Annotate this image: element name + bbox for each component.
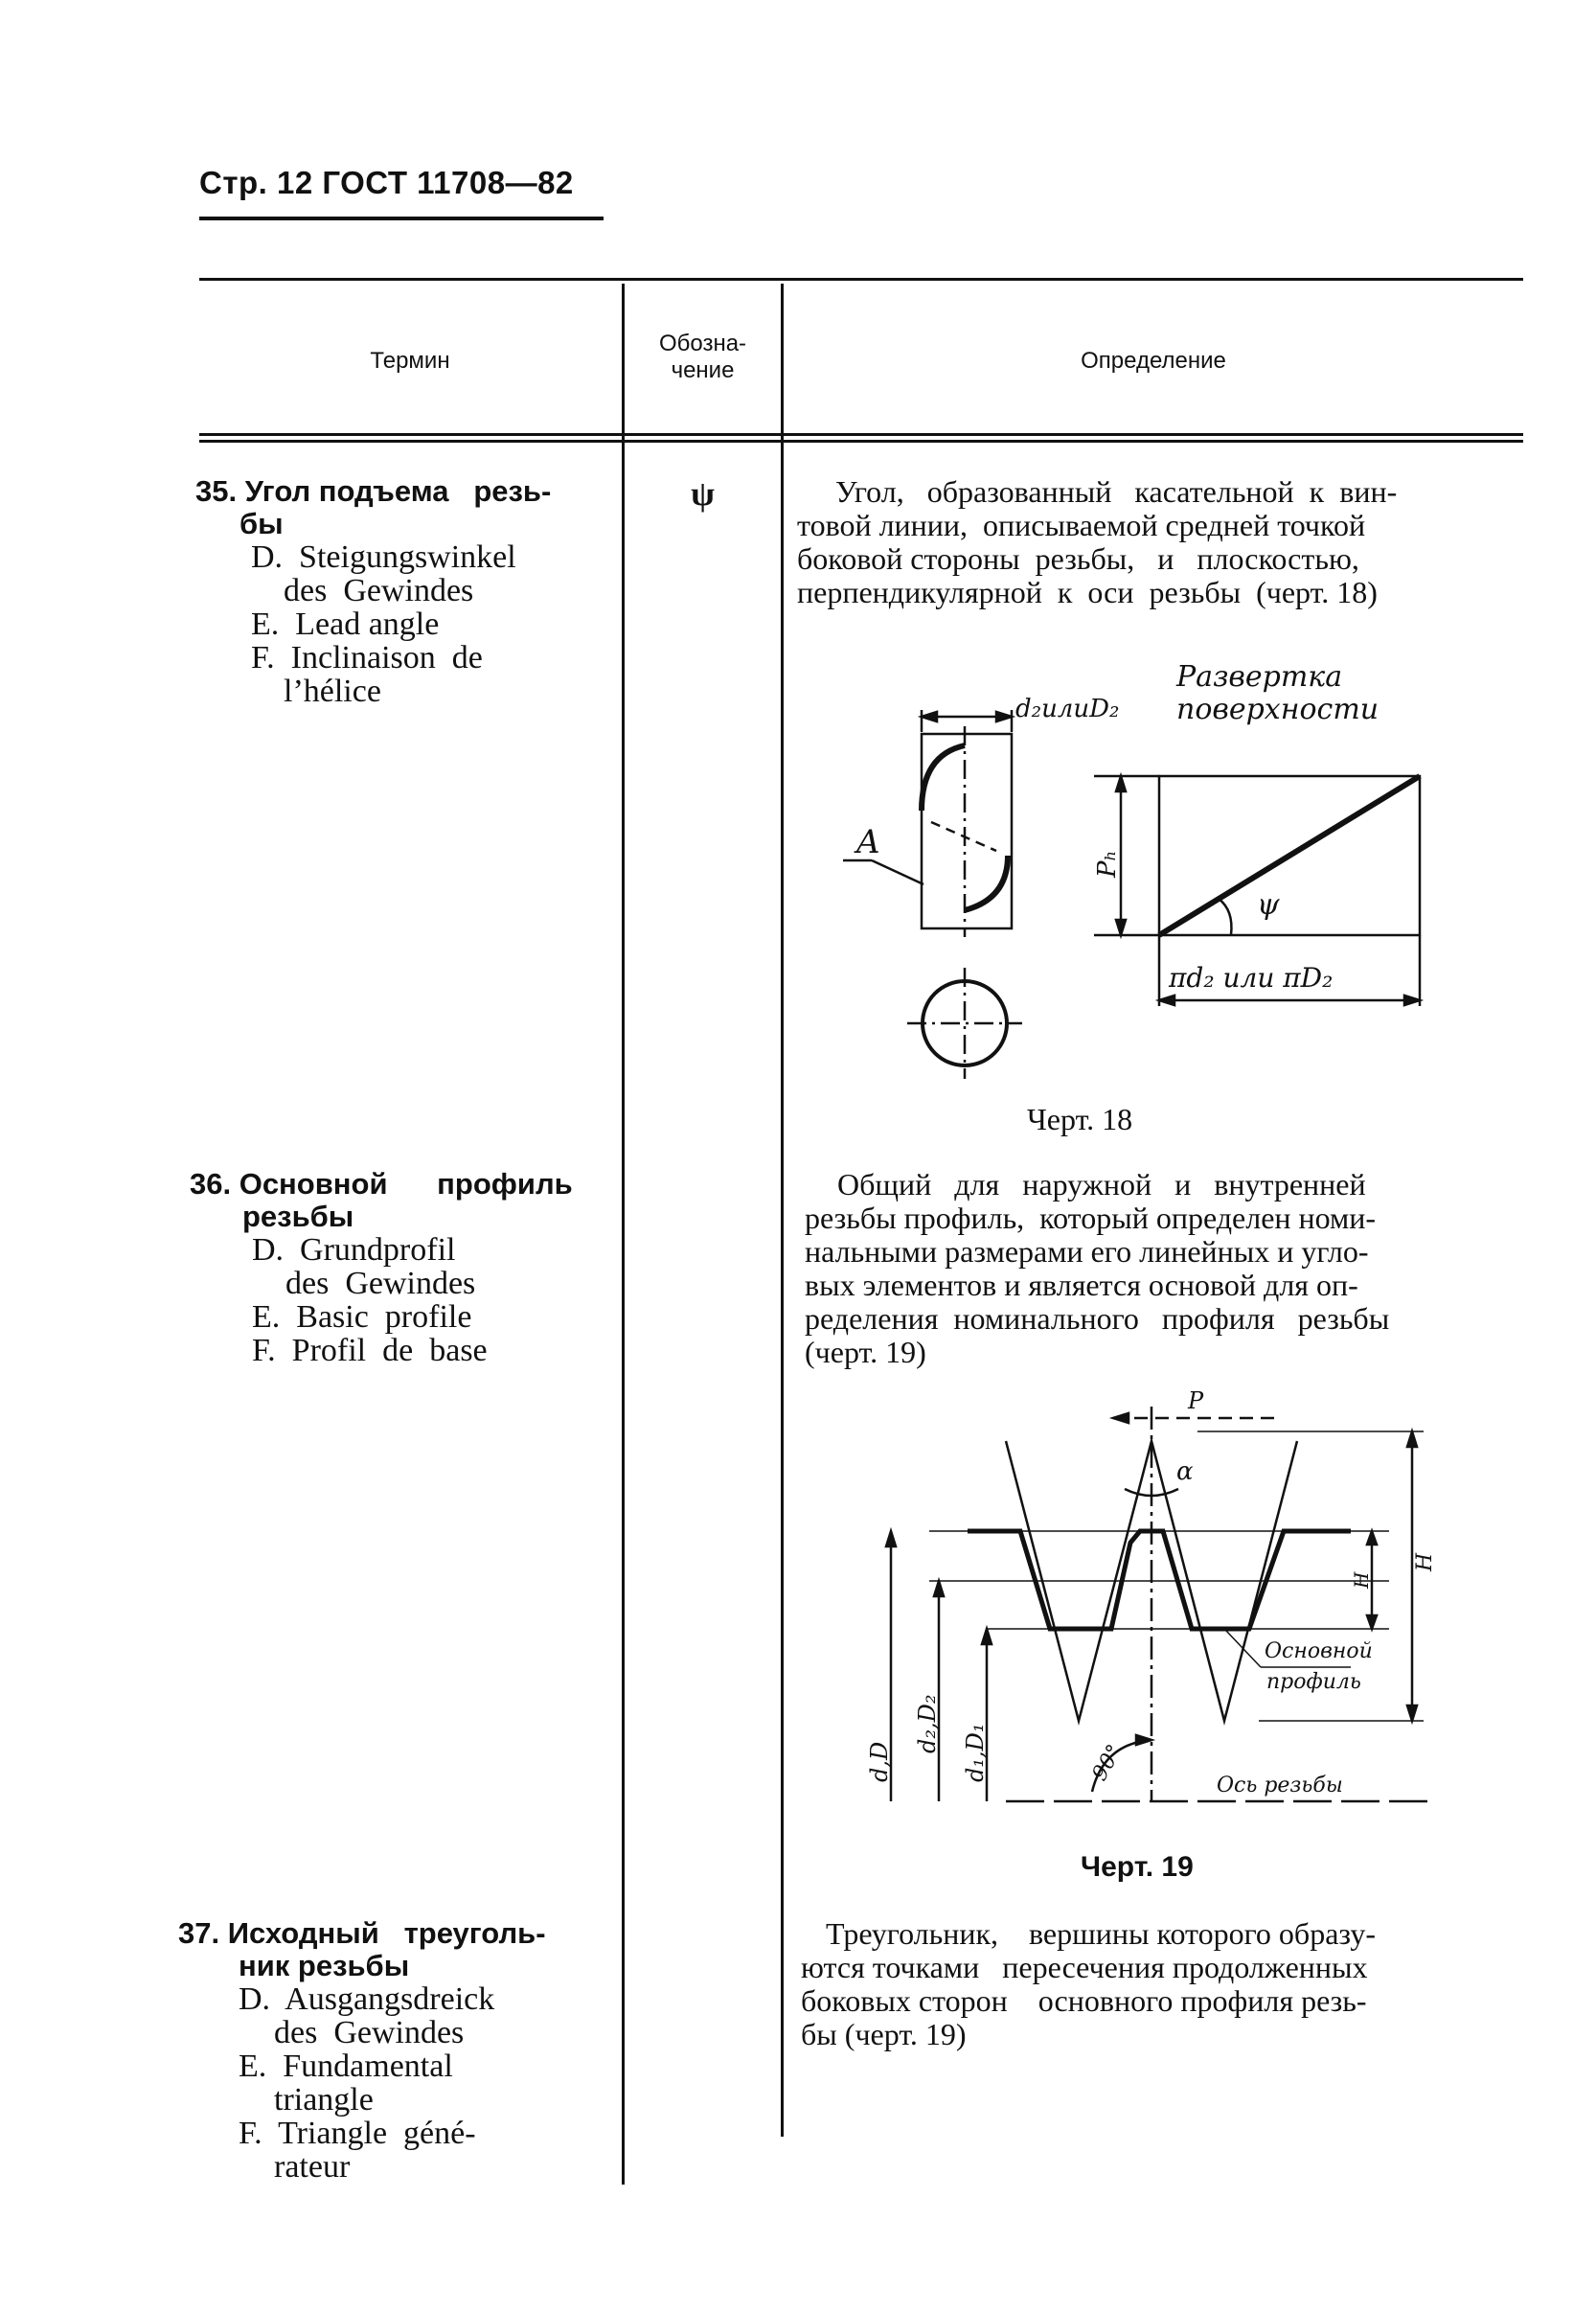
fig18-helix-top bbox=[922, 745, 965, 811]
fig19-label-alpha: α bbox=[1176, 1457, 1194, 1486]
entry-37-term bbox=[178, 1917, 600, 2184]
fig18-title-line1: Развертка bbox=[1176, 660, 1343, 694]
table-column-divider-1 bbox=[622, 284, 625, 2185]
fig19-dim-d-arrow bbox=[886, 1531, 896, 1546]
entry-35-symbol: ψ bbox=[691, 474, 715, 513]
fig19-dim-d2-arrow bbox=[934, 1581, 944, 1596]
entry-37-definition-line4: бы (черт. 19) bbox=[801, 2017, 967, 2051]
page-header: Стр. 12 ГОСТ 11708—82 bbox=[199, 165, 574, 200]
entry-36-german-line2: des Gewindes bbox=[285, 1266, 476, 1301]
entry-37-french-line1: F. Triangle géné- bbox=[239, 2116, 476, 2151]
entry-36-french-line1: F. Profil de base bbox=[252, 1333, 488, 1368]
fig18-title-line2: поверхности bbox=[1176, 693, 1379, 726]
entry-36-definition-line4: вых элементов и является основой для оп- bbox=[805, 1268, 1358, 1302]
fig18-label-d2: d₂илиD₂ bbox=[1015, 695, 1120, 723]
entry-36-title-line2: резьбы bbox=[242, 1200, 354, 1233]
fig18-label-bottom: πd₂ или πD₂ bbox=[1169, 962, 1334, 994]
fig19-label-axis: Ось резьбы bbox=[1217, 1774, 1343, 1797]
fig18-development-diagonal bbox=[1159, 776, 1420, 935]
entry-35-title-line2: бы bbox=[239, 507, 284, 540]
header-rule bbox=[199, 217, 604, 220]
fig18-psi-arc bbox=[1219, 899, 1231, 935]
entry-36-definition-line2: резьбы профиль, который определен номи- bbox=[805, 1201, 1377, 1235]
entry-37-english-line2: triangle bbox=[274, 2082, 374, 2117]
entry-37-german-line2: des Gewindes bbox=[274, 2015, 465, 2050]
fig18-label-psi: ψ bbox=[1257, 888, 1280, 922]
entry-37-title-line1: 37. Исходный треуголь- bbox=[178, 1916, 546, 1950]
entry-35-definition-line2: товой линии, описываемой средней точкой bbox=[797, 508, 1366, 542]
fig19-dim-H-small-arrow-bottom bbox=[1367, 1615, 1377, 1629]
entry-37-definition-line2: ются точками пересечения продолженных bbox=[801, 1950, 1368, 1984]
column-header-symbol-line1: Обозна- bbox=[658, 331, 747, 356]
column-header-symbol-line2: чение bbox=[671, 356, 735, 383]
fig19-label-H-small: H bbox=[1350, 1571, 1373, 1589]
fig18-ph-arrow-bottom bbox=[1116, 920, 1126, 935]
column-header-term: Термин bbox=[370, 348, 450, 374]
entry-36-title-line1: 36. Основной профиль bbox=[190, 1167, 573, 1201]
entry-37-title-line2: ник резьбы bbox=[239, 1949, 410, 1982]
fig19-label-dD: d,D bbox=[866, 1741, 893, 1782]
fig19-dim-p-arrow-l bbox=[1113, 1413, 1129, 1423]
fig19-basic-profile bbox=[968, 1531, 1351, 1629]
fig18-dim-top-arrow-l bbox=[922, 712, 937, 721]
fig18-bottom-arrow-l bbox=[1159, 996, 1174, 1005]
fig19-dim-H-small-arrow-top bbox=[1367, 1531, 1377, 1545]
entry-37-definition-line3: боковых сторон основного профиля резь- bbox=[801, 1983, 1367, 2018]
entry-36-term bbox=[190, 1168, 602, 1367]
entry-36-english-line1: E. Basic profile bbox=[252, 1299, 472, 1335]
fig19-label-d2D2: d₂,D₂ bbox=[914, 1694, 941, 1753]
figure-18 bbox=[843, 659, 1437, 1100]
figure-18-caption: Черт. 18 bbox=[1027, 1102, 1133, 1136]
fig18-label-A: A bbox=[856, 823, 880, 861]
fig18-label-ph: Pₕ bbox=[1093, 850, 1122, 878]
entry-36-german-line1: D. Grundprofil bbox=[252, 1232, 456, 1268]
entry-35-french-line2: l’hélice bbox=[284, 674, 381, 709]
entry-36-definition-line5: ределения номинального профиля резьбы bbox=[805, 1301, 1390, 1336]
entry-35-definition-line4: перпендикулярной к оси резьбы (черт. 18) bbox=[797, 575, 1378, 609]
figure-19 bbox=[853, 1380, 1447, 1820]
figure-19-caption: Черт. 19 bbox=[1081, 1851, 1194, 1883]
column-header-definition: Определение bbox=[1081, 348, 1226, 374]
entry-37-definition bbox=[801, 1917, 1510, 2051]
entry-35-english-line1: E. Lead angle bbox=[251, 607, 440, 642]
entry-36-definition-line6: (черт. 19) bbox=[805, 1335, 926, 1369]
fig18-dim-top-arrow-r bbox=[996, 712, 1012, 721]
fig19-label-p: P bbox=[1188, 1387, 1204, 1414]
entry-37-german-line1: D. Ausgangsdreick bbox=[239, 1981, 495, 2017]
entry-35-definition-line1: Угол, образованный касательной к вин- bbox=[835, 474, 1398, 509]
entry-35-german-line1: D. Steigungswinkel bbox=[251, 539, 516, 575]
fig19-dim-H-arrow-top bbox=[1407, 1431, 1417, 1447]
fig18-helix-bottom bbox=[965, 856, 1008, 910]
entry-35-definition bbox=[797, 475, 1506, 609]
fig19-label-angle: 90° bbox=[1087, 1740, 1128, 1785]
entry-37-english-line1: E. Fundamental bbox=[239, 2049, 453, 2084]
column-header-symbol bbox=[625, 331, 781, 383]
table-head-rule-1 bbox=[199, 433, 1523, 436]
entry-35-french-line1: F. Inclinaison de bbox=[251, 640, 483, 675]
entry-37-definition-line1: Треугольник, вершины которого образу- bbox=[826, 1916, 1377, 1951]
fig19-label-d1D1: d₁,D₁ bbox=[962, 1723, 989, 1782]
fig19-dim-d1-arrow bbox=[982, 1629, 992, 1644]
entry-35-term bbox=[195, 475, 598, 708]
entry-35-definition-line3: боковой стороны резьбы, и плоскостью, bbox=[797, 541, 1359, 576]
entry-36-definition bbox=[805, 1168, 1514, 1369]
fig19-leader-profile bbox=[1226, 1631, 1261, 1667]
fig19-label-profile-line1: Основной bbox=[1265, 1639, 1373, 1663]
fig19-dim-H-arrow-bottom bbox=[1407, 1705, 1417, 1721]
entry-35-german-line2: des Gewindes bbox=[284, 573, 474, 608]
table-top-rule bbox=[199, 278, 1523, 281]
entry-36-definition-line1: Общий для наружной и внутренней bbox=[837, 1167, 1366, 1202]
fig19-angle-arrow bbox=[1136, 1735, 1151, 1745]
entry-37-french-line2: rateur bbox=[274, 2149, 351, 2185]
entry-36-definition-line3: нальными размерами его линейных и угло- bbox=[805, 1234, 1369, 1269]
fig19-label-H: H bbox=[1413, 1552, 1437, 1571]
table-column-divider-2 bbox=[781, 284, 784, 2137]
fig18-bottom-arrow-r bbox=[1404, 996, 1420, 1005]
fig19-label-profile-line2: профиль bbox=[1266, 1670, 1361, 1694]
entry-35-title-line1: 35. Угол подъема резь- bbox=[195, 474, 552, 508]
fig18-ph-arrow-top bbox=[1116, 776, 1126, 791]
table-head-rule-2 bbox=[199, 440, 1523, 443]
fig18-leader-A bbox=[872, 860, 923, 884]
